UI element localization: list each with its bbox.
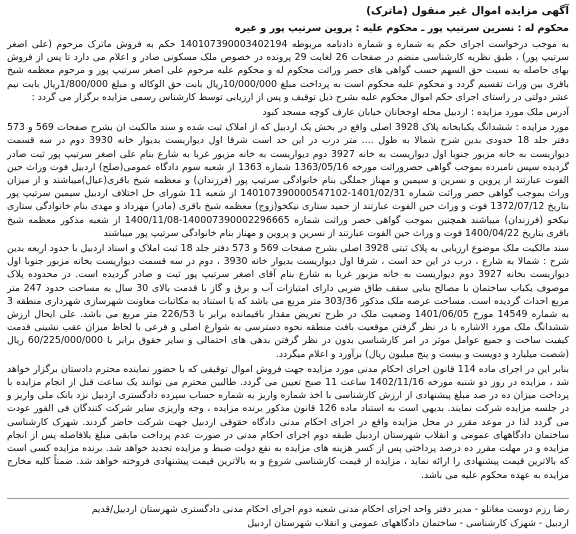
auction-terms: بنابر این در اجرای ماده 114 قانون اجرای احکام مدنی مورد مزایده جهت فروش اموال توقیفی که با حضور نماینده محترم دادستان برگزار خواهد شد ، مزایده در روز دو شنبه مورخه 1402/11/16 ساعت 11 صبح تعیین می گردد. طالبین محترم می توانند یک ساعت قبل از انجام مزایده با پرداخت میزان ده در صد مبلغ پیشنهادی از ارزش کارشناسی با اخذ شماره واریز به شماره حساب سپرده دادگستری اردبیل نزد بانک ملی واریز و در جلسه مزایده شرکت نمایند. بدیهی است به استناد ماده 126 قانون مذکور برنده مزایده ، وجه واریزی سایر شرکت کنندگان فی الفور عودت می گردد لذا در موعد مقرر در محل مزایده واقع در اجرای احکام مدنی دادگاه حقوقی اردبیل جهت شرکت حاضر گردند. شهرک کارشناسی ساختمان دادگاههای عمومی و انقلاب شهرستان اردبیل طبقه دوم اجرای احکام مدنی در صورت عدم پرداخت مابقی مبلغ بلافاصله پس از انجام مزایده و در مهلت مقرر ده درصد پرداختی پس از کسر هزینه های مزایده به نفع دولت ضبط و مزایده تجدید خواهد شد. برنده مزایده کسی است که بالاترین قیمت پیشنهادی را ارائه نماید ، مزایده از قیمت کارشناسی شروع و به بالاترین قیمت پیشنهادی فروخته خواهد شد. ضمناً کلیه مخارج مزایده به عهده محکوم علیه می باشد. xyxy=(7,363,569,481)
intro-paragraph: به موجب درخواست اجرای حکم به شماره و شماره دادنامه مربوطه 140107390003402194 حکم به فروش ماترک مرحوم (علی اصغر سرتیپ پور) ، طبق نظریه کارشناسی منضم در صفحات 26 لغایت 29 پرونده در خصوص ملک مسکونی صادر و اعلام می دارد تا پس از فروش بهای حاصله به نسبت حق السهم حسب گواهی های حصر وراثت محکوم له و محکوم علیه مرحوم علی اصغر سرتیپ پور و مرحوم معظمه شیخ باقری بین وراث تقسیم گردد و محکوم علیه محکوم است به پرداخت مبلغ 10/000/000ریال بابت حق الوکاله و مبلغ 1/800/000ریال بابت نیم عشر دولتی در راستای اجرای حکم اموال محکوم علیه بشرح ذیل توقیف و پس از ارزیابی توسط کارشناس رسمی مزایده برگزار می گردد : xyxy=(7,39,570,103)
property-address: آدرس ملک مورد مزایده : اردبیل محله اوجخانان خیابان عارف کوچه مسجد کبود xyxy=(262,107,569,119)
court-address: اردبیل - شهرک کارشناسی - ساختمان دادگاههای عمومی و انقلاب شهرستان اردبیل xyxy=(247,518,569,529)
property-description: مورد مزایده : ششدانگ یکبابخانه پلاک 3928 اصلی واقع در بخش یک اردبیل که از املاک ثبت شده و سند مالکیت ان بشرح صفحات 569 و 573 دفتر جلد 18 حدودی بدین شرح شمالا به طول .... متر درب در این حد است شرقا اول دیواریست بدیوار خانه 3930 دوم در سه قسمت دیواریست به خانه مزبور جنوبا اول دیواریست به خانه 3927 دوم دیواریست به خانه مزبور غربا به شارع بنام علی اصغر سرتیپ پور ثبت صادر گردیده سپس نامبرده بموجب گواهی حصروراثت مورخه 1363/05/16 شماره 1363 از شعبه سوم دادگاه عمومی(صلح) اردبیل فوت وراث حین الفوت عبارتند از پروین و نسرین و سیمین و مهناز جملگی بنام خانوادگی سرتیپ پور (فرزندان) و معظمه شیخ باقری(عیال)میباشند و از میزان وراث بموجب گواهی حصر وراثت شماره 1401/02/31-140107390000547102 از شعبه 11 شورای حل اختلاف اردبیل سیمین سرتیپ پور بتاریخ 1372/07/12 فوت و وراث حین الفوت عبارتند از حمید ستاری نیکخو(زوج) معظمه شیخ باقری (مادر) مهرداد و مهدی بنام خانوادگی ستاری نیکخو (فرزندان) میباشند همچنین بموجب گواهی حصر وراثت شماره 140007390002296665-1400/11/08 از شعبه مذکور معظمه شیخ باقری بتاریخ 1400/04/22 فوت و وراث حین الفوت عبارتند از نسرین و پروین و مهناز بنام خانوادگی سرتیپ پور میباشند xyxy=(7,122,570,239)
parties-line: محکوم له : نسرین سرتیپ پور ـ محکوم علیه : پروین سرتیپ پور و غیره xyxy=(234,23,569,34)
footer xyxy=(7,494,569,531)
expert-valuation: سند مالکیت ملک موضوع ارزیابی به پلاک ثبتی 3928 اصلی بشرح صفحات 569 و 573 دفتر جلد 18 ثبت املاک و اسناد اردبیل با حدود اربعه بدین شرح : شمالا به شارع ، درب در این حد است ، شرقا اول دیواریست بدیوار خانه 3930 ، دوم در سه قسمت دیواریست بخانه مزبور جنوبا اول دیواریست بخانه 3927 دوم دیواریست به خانه مزبور غربا به شارع بنام آقای اصغر سرتیپ پور ثبت و صادر گردیده است. در محدوده پلاک موصوف یکباب ساختمان با مصالح بنایی سقف طاق ضربی دارای امتیازات آب و برق و گاز با قدمت بالای 30 سال به مساحت حدود 247 متر مربع احداث گردیده است. مساحت عرصه ملک مذکور 303/36 متر مربع می باشد که با استناد به مکاتبات معاونت شهرسازی شهرداری منطقه 3 به شماره 14549 مورخ 1401/06/05 وضعیت ملک در طرح تعریض مقدار باقیمانده برابر با 226/53 متر مربع می باشد. علی ایحال ارزش ششدانگ ملک مورد الاشاره با در نظر گرفتن موقعیت بافت منطقه نحوه دسترسی به شوارع اصلی و فرعی با لحاظ میزان عقب نشینی قدمت کیفیت ساخت و جمیع عوامل موثر در امر کارشناسی بدون در نظر گرفتن بدهی های احتمالی و سایر حقوق برابر با 60/225/000/000 ریال (شصت میلیارد و دویست و بیست و پنج میلیون ریال) برآورد و اعلام میگردد. xyxy=(7,243,569,360)
signature-line: رضا رزم دوست مغانلو - مدیر دفتر واحد اجرای احکام مدنی شعبه دوم اجرای احکام مدنی دادگستری شهرستان اردبیل/قدیم xyxy=(91,504,569,515)
footer-divider xyxy=(7,498,569,499)
notice-title: آگهی مزایده اموال غیر منقول (ماترک) xyxy=(366,5,569,17)
